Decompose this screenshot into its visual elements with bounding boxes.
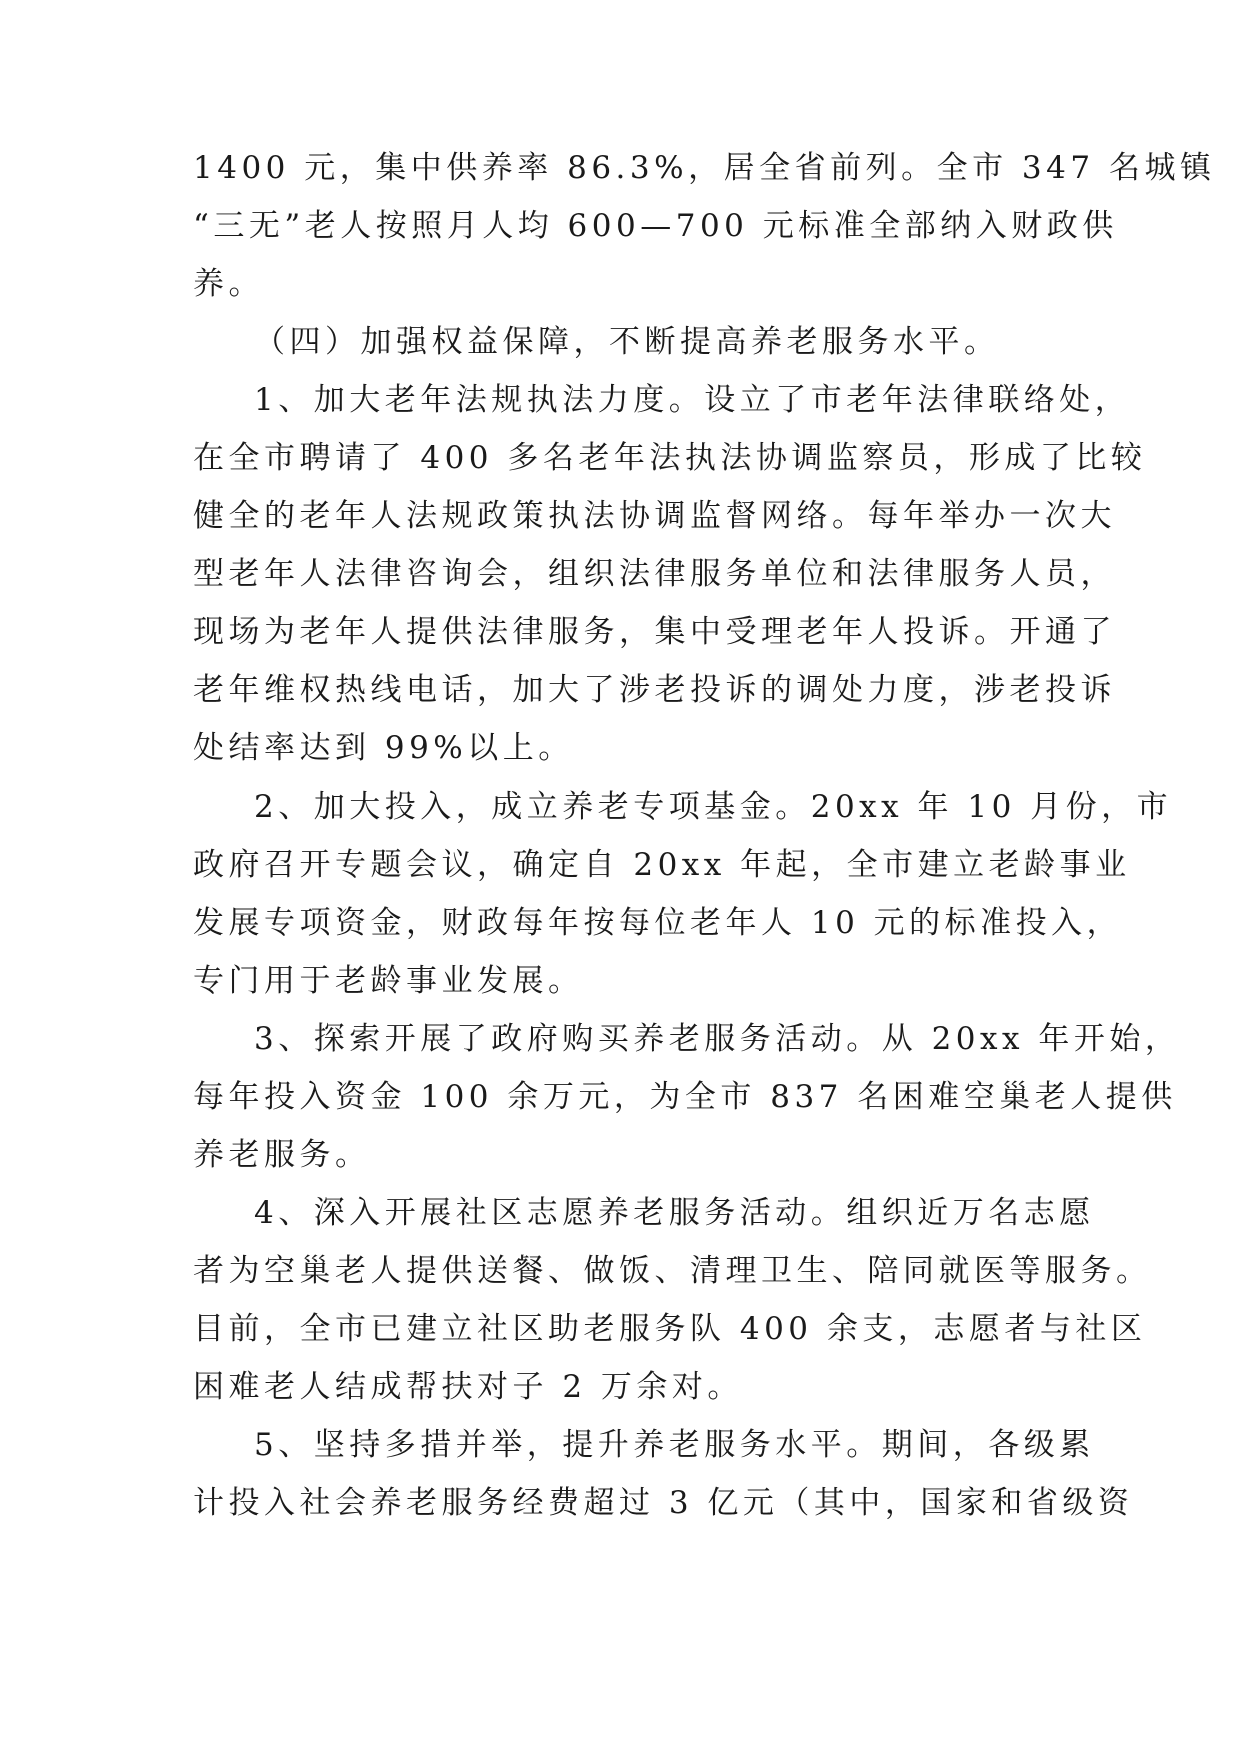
text-line: 现场为老年人提供法律服务，集中受理老年人投诉。开通了 [193, 614, 1116, 650]
text-line: 每年投入资金 100 余万元，为全市 837 名困难空巢老人提供 [193, 1079, 1177, 1115]
text-line: 计投入社会养老服务经费超过 3 亿元（其中，国家和省级资 [193, 1485, 1134, 1521]
text-line: 4、深入开展社区志愿养老服务活动。组织近万名志愿 [254, 1195, 1095, 1231]
text-line: 型老年人法律咨询会，组织法律服务单位和法律服务人员， [193, 556, 1116, 592]
text-line: 老年维权热线电话，加大了涉老投诉的调处力度，涉老投诉 [193, 672, 1116, 708]
section-heading: （四）加强权益保障，不断提高养老服务水平。 [254, 324, 1000, 360]
text-line: 专门用于老龄事业发展。 [193, 963, 584, 999]
text-line: 处结率达到 99%以上。 [193, 730, 574, 766]
text-line: “三无”老人按照月人均 600—700 元标准全部纳入财政供 [193, 208, 1118, 244]
text-line: 2、加大投入，成立养老专项基金。20xx 年 10 月份，市 [254, 789, 1173, 825]
text-line: 发展专项资金，财政每年按每位老年人 10 元的标准投入， [193, 905, 1123, 941]
text-line: 养老服务。 [193, 1137, 371, 1173]
text-line: 目前，全市已建立社区助老服务队 400 余支，志愿者与社区 [193, 1311, 1147, 1347]
text-line: 政府召开专题会议，确定自 20xx 年起，全市建立老龄事业 [193, 847, 1131, 883]
text-line: 困难老人结成帮扶对子 2 万余对。 [193, 1369, 743, 1405]
text-line: 养。 [193, 266, 264, 302]
text-line: 3、探索开展了政府购买养老服务活动。从 20xx 年开始， [254, 1021, 1181, 1057]
text-line: 在全市聘请了 400 多名老年法执法协调监察员，形成了比较 [193, 440, 1147, 476]
text-line: 1、加大老年法规执法力度。设立了市老年法律联络处， [254, 382, 1131, 418]
text-line: 者为空巢老人提供送餐、做饭、清理卫生、陪同就医等服务。 [193, 1253, 1152, 1289]
text-line: 1400 元，集中供养率 86.3%，居全省前列。全市 347 名城镇 [193, 150, 1216, 186]
text-line: 健全的老年人法规政策执法协调监督网络。每年举办一次大 [193, 498, 1116, 534]
text-line: 5、坚持多措并举，提升养老服务水平。期间，各级累 [254, 1427, 1095, 1463]
